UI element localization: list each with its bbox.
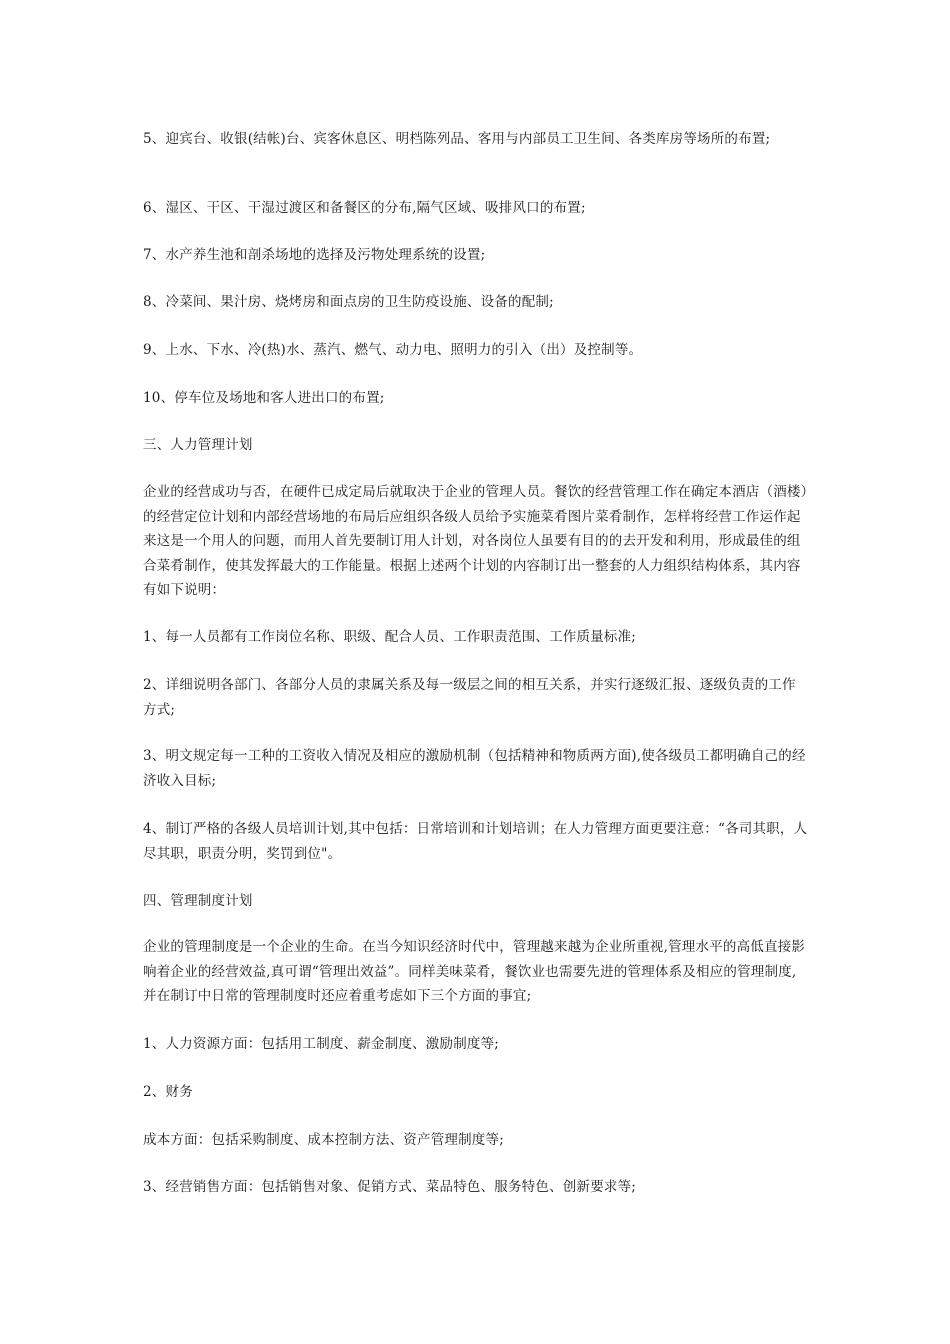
list-item: 1、人力资源方面：包括用工制度、薪金制度、激励制度等; [143,1036,500,1052]
list-item: 4、制订严格的各级人员培训计划,其中包括：日常培训和计划培训；在人力管理方面更要注意：“各司其职，人尽其职，职责分明，奖罚到位"。 [143,821,808,862]
list-item: 9、上水、下水、冷(热)水、蒸汽、燃气、动力电、照明力的引入（出）及控制等。 [143,342,643,358]
list-item: 8、冷菜间、果汁房、烧烤房和面点房的卫生防疫设施、设备的配制; [143,294,554,310]
list-item: 10、停车位及场地和客人进出口的布置; [143,390,385,406]
list-item: 7、水产养生池和剖杀场地的选择及污物处理系统的设置; [143,247,486,263]
list-item: 3、经营销售方面：包括销售对象、促销方式、菜品特色、服务特色、创新要求等; [143,1179,637,1195]
section-heading: 三、人力管理计划 [143,437,253,453]
list-item: 成本方面：包括采购制度、成本控制方法、资产管理制度等; [143,1132,504,1148]
list-item: 2、详细说明各部门、各部分人员的隶属关系及每一级层之间的相互关系，并实行逐级汇报、逐级负责的工作方式; [143,677,796,718]
list-item: 1、每一人员都有工作岗位名称、职级、配合人员、工作职责范围、工作质量标准; [143,629,637,645]
body-paragraph: 企业的经营成功与否，在硬件已成定局后就取决于企业的管理人员。餐饮的经营管理工作在确定本酒店（酒楼）的经营定位计划和内部经营场地的布局后应组织各级人员给予实施菜肴图片菜肴制作，怎样将经营工作运作起来这是一个用人的问题，而用人首先要制订用人计划，对各岗位人虽要有目的的去开发和利用，形成最佳的组合菜肴制作，使其发挥最大的工作能量。根据上述两个计划的内容制订出一整套的人力组织结构体系，其内容有如下说明： [143,484,808,598]
list-item: 5、迎宾台、收银(结帐)台、宾客休息区、明档陈列品、客用与内部员工卫生间、各类库房等场所的布置; [143,131,771,147]
body-paragraph: 企业的管理制度是一个企业的生命。在当今知识经济时代中，管理越来越为企业所重视,管理水平的高低直接影响着企业的经营效益,真可谓“管理出效益”。同样美味菜肴，餐饮业也需要先进的管理体系及相应的管理制度,并在制订中日常的管理制度时还应着重考虑如下三个方面的事宜; [143,939,806,1004]
list-item: 3、明文规定每一工种的工资收入情况及相应的激励机制（包括精神和物质两方面),使各级员工都明确自己的经济收入目标; [143,748,806,789]
list-item: 6、湿区、干区、干湿过渡区和备餐区的分布,隔气区域、吸排风口的布置; [143,200,586,216]
section-heading: 四、管理制度计划 [143,893,253,909]
list-item: 2、财务 [143,1084,193,1100]
